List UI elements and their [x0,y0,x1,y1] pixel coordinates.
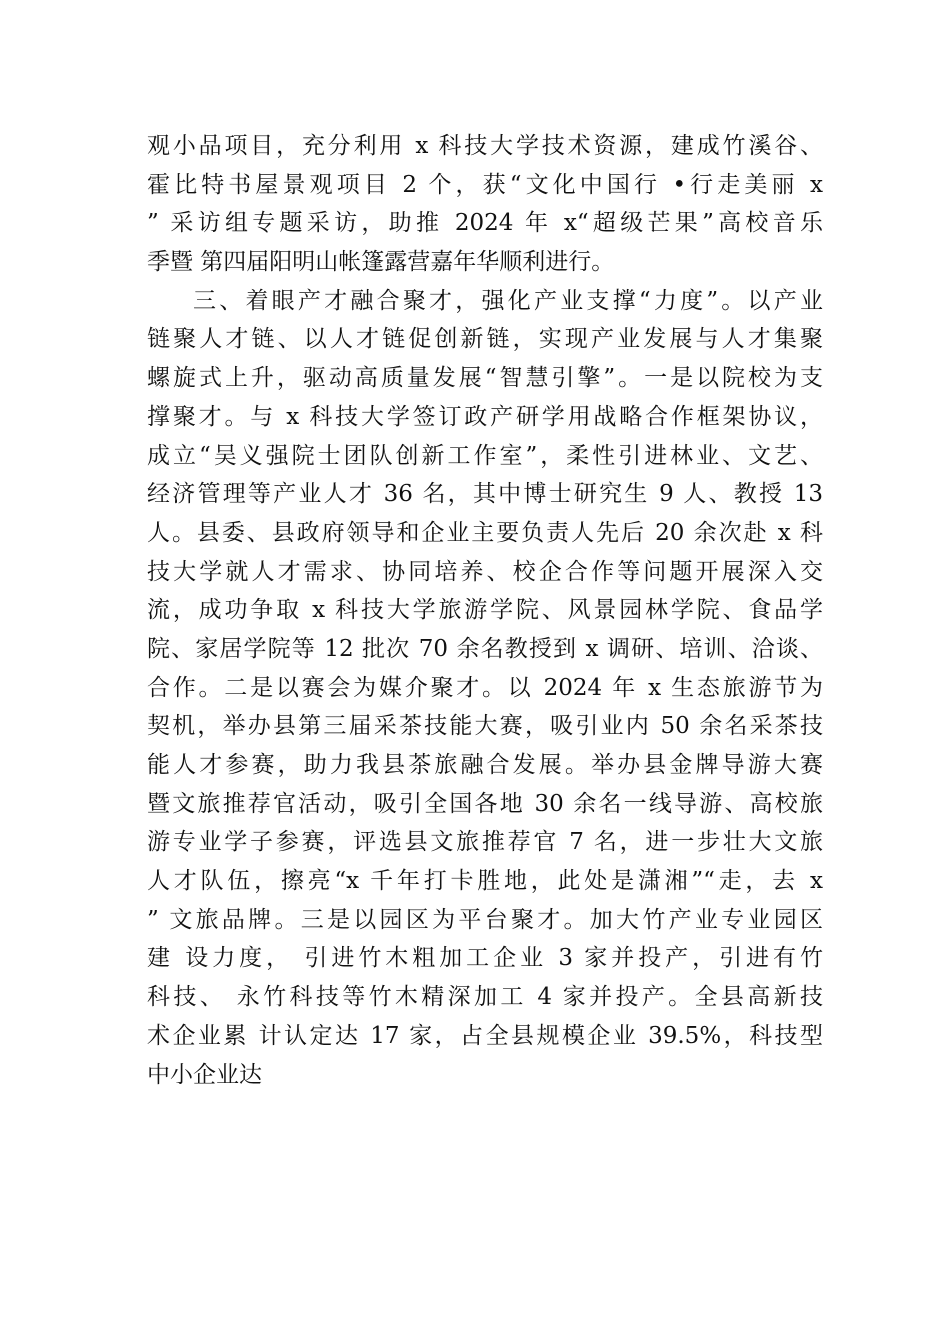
text-line: 霍比特书屋景观项目 2 个，获“文化中国行 •行走美丽 x [147,171,823,198]
text-line: 观小品项目，充分利用 x 科技大学技术资源，建成竹溪谷、 [147,133,823,159]
text-line: 契机，举办县第三届采茶技能大赛，吸引业内 50 余名采茶技 [147,713,823,740]
text-line: 链聚人才链、以人才链促创新链，实现产业发展与人才集聚 [147,326,823,353]
text-line: 流，成功争取 x 科技大学旅游学院、风景园林学院、食品学 [147,597,823,624]
text-line: 合作。二是以赛会为媒介聚才。以 2024 年 x 生态旅游节为 [147,674,823,701]
text-line: 人才队伍，擦亮“x 千年打卡胜地，此处是潇湘”“走，去 x [147,868,823,895]
text-line: 撑聚才。与 x 科技大学签订政产研学用战略合作框架协议， [147,403,823,430]
text-line: 暨文旅推荐官活动，吸引全国各地 30 余名一线导游、高校旅 [147,790,823,817]
text-line: 能人才参赛，助力我县茶旅融合发展。举办县金牌导游大赛 [147,752,823,778]
text-line: 院、家居学院等 12 批次 70 余名教授到 x 调研、培训、洽谈、 [147,635,823,662]
text-line: ” 文旅品牌。三是以园区为平台聚才。加大竹产业专业园区 [147,906,823,933]
text-line: 建 设力度， 引进竹木粗加工企业 3 家并投产，引进有竹 [147,945,823,972]
text-line: 术企业累 计认定达 17 家，占全县规模企业 39.5%，科技型 [147,1022,823,1049]
text-line: 季暨 第四届阳明山帐篷露营嘉年华顺利进行。 [147,249,615,276]
text-line: 科技、 永竹科技等竹木精深加工 4 家并投产。全县高新技 [147,984,823,1011]
text-line: 人。县委、县政府领导和企业主要负责人先后 20 余次赴 x 科 [147,519,823,546]
text-line: 经济管理等产业人才 36 名，其中博士研究生 9 人、教授 13 [147,481,823,508]
text-line: 技大学就人才需求、协同培养、校企合作等问题开展深入交 [147,558,823,585]
paragraph-first-line: 三、着眼产才融合聚才，强化产业支撑“力度”。以产业 [193,287,823,314]
text-line: 游专业学子参赛，评选县文旅推荐官 7 名，进一步壮大文旅 [147,829,823,856]
text-line: ” 采访组专题采访，助推 2024 年 x“超级芒果”高校音乐 [147,210,823,237]
body-text [147,127,823,1094]
text-line: 螺旋式上升，驱动高质量发展“智慧引擎”。一是以院校为支 [147,365,823,392]
text-line: 中小企业达 [147,1061,262,1088]
text-line: 成立“吴义强院士团队创新工作室”，柔性引进林业、文艺、 [147,442,823,469]
